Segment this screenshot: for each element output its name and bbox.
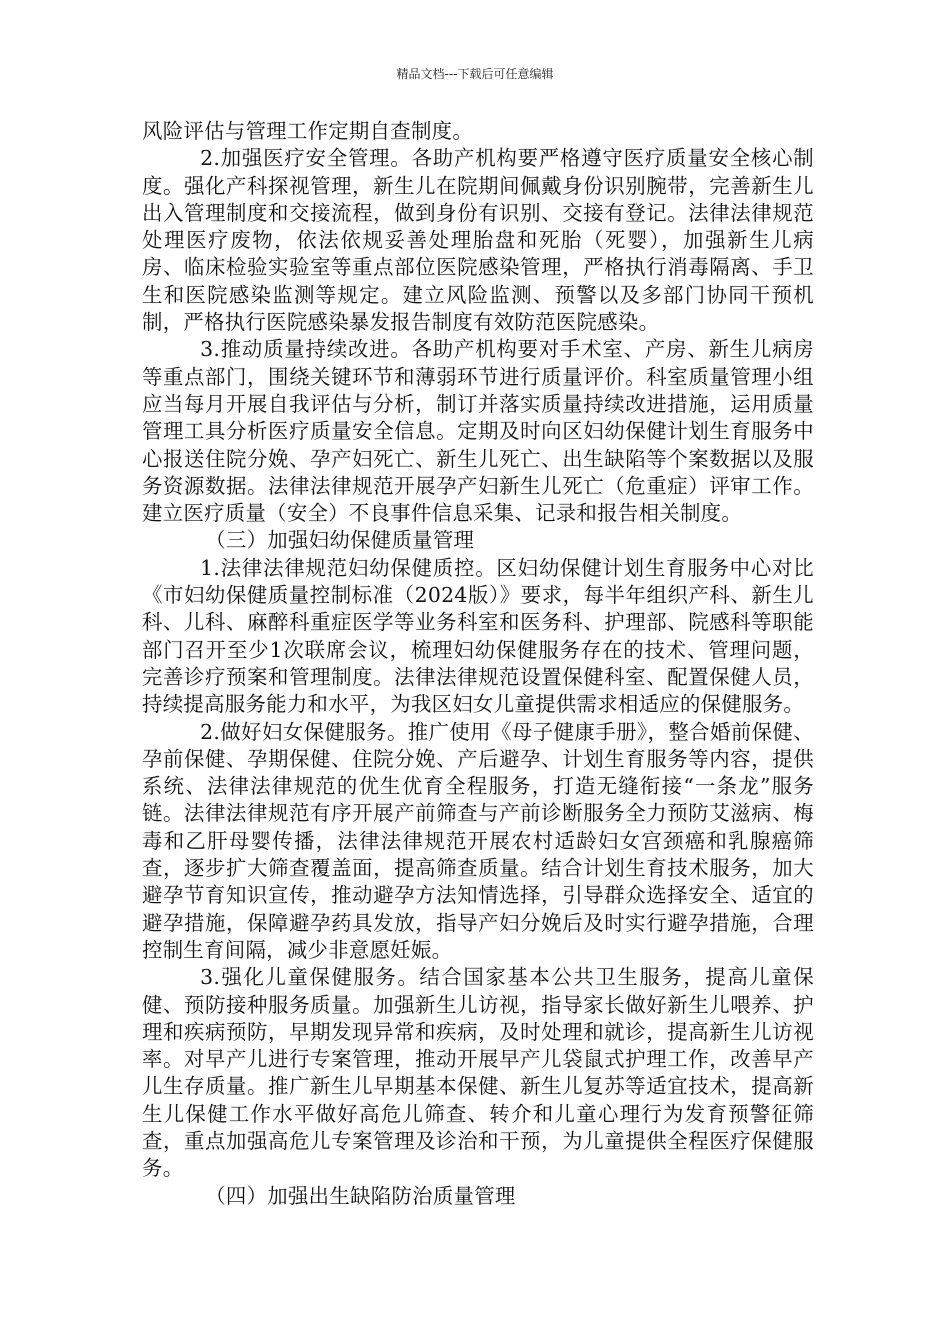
paragraph-continuation: 风险评估与管理工作定期自查制度。 [142,119,474,143]
page-header: 精品文档---下载后可任意编辑 [396,67,554,81]
paragraph-quality-control: 1.法律法律规范妇幼保健质控。区妇幼保健计划生育服务中心对比《市妇幼保健质量控制标准（2024版）》要求，每半年组织产科、新生儿科、儿科、麻醉科重症医学等业务科室和医务科、护理部、院感科等职能部门召开至少1次联席会议，梳理妇幼保健服务存在的技术、管理问题，完善诊疗预案和管理制度。法律法律规范设置保健科室、配置保健人员，持续提高服务能力和水平，为我区妇女儿童提供需求相适应的保健服务。 [142,555,814,717]
section-heading-maternal-child-health: （三）加强妇幼保健质量管理 [205,528,475,553]
document-body [142,118,814,1210]
paragraph-child-health: 3.强化儿童保健服务。结合国家基本公共卫生服务，提高儿童保健、预防接种服务质量。加强新生儿访视，指导家长做好新生儿喂养、护理和疾病预防，早期发现异常和疾病，及时处理和就诊，提高新生儿访视率。对早产儿进行专案管理，推动开展早产儿袋鼠式护理工作，改善早产儿生存质量。推广新生儿早期基本保健、新生儿复苏等适宜技术，提高新生儿保健工作水平做好高危儿筛查、转介和儿童心理行为发育预警征筛查，重点加强高危儿专案管理及诊治和干预，为儿童提供全程医疗保健服务。 [142,965,814,1181]
paragraph-women-health: 2.做好妇女保健服务。推广使用《母子健康手册》，整合婚前保健、孕前保健、孕期保健、住院分娩、产后避孕、计划生育服务等内容，提供系统、法律法律规范的优生优育全程服务，打造无缝衔接“一条龙”服务链。法律法律规范有序开展产前筛查与产前诊断服务全力预防艾滋病、梅毒和乙肝母婴传播，法律法律规范开展农村适龄妇女宫颈癌和乳腺癌筛查，逐步扩大筛查覆盖面，提高筛查质量。结合计划生育技术服务，加大避孕节育知识宣传，推动避孕方法知情选择，引导群众选择安全、适宜的避孕措施，保障避孕药具发放，指导产妇分娩后及时实行避孕措施，合理控制生育间隔，减少非意愿妊娠。 [142,719,814,962]
section-heading-birth-defects: （四）加强出生缺陷防治质量管理 [205,1183,516,1208]
paragraph-quality-improvement: 3.推动质量持续改进。各助产机构要对手术室、产房、新生儿病房等重点部门，围绕关键环节和薄弱环节进行质量评价。科室质量管理小组应当每月开展自我评估与分析，制订并落实质量持续改进措施，运用质量管理工具分析医疗质量安全信息。定期及时向区妇幼保健计划生育服务中心报送住院分娩、孕产妇死亡、新生儿死亡、出生缺陷等个案数据以及服务资源数据。法律法律规范开展孕产妇新生儿死亡（危重症）评审工作。建立医疗质量（安全）不良事件信息采集、记录和报告相关制度。 [142,337,814,526]
paragraph-medical-safety: 2.加强医疗安全管理。各助产机构要严格遵守医疗质量安全核心制度。强化产科探视管理，新生儿在院期间佩戴身份识别腕带，完善新生儿出入管理制度和交接流程，做到身份有识别、交接有登记。法律法律规范处理医疗废物，依法依规妥善处理胎盘和死胎（死婴），加强新生儿病房、临床检验实验室等重点部位医院感染管理，严格执行消毒隔离、手卫生和医院感染监测等规定。建立风险监测、预警以及多部门协同干预机制，严格执行医院感染暴发报告制度有效防范医院感染。 [142,146,814,335]
